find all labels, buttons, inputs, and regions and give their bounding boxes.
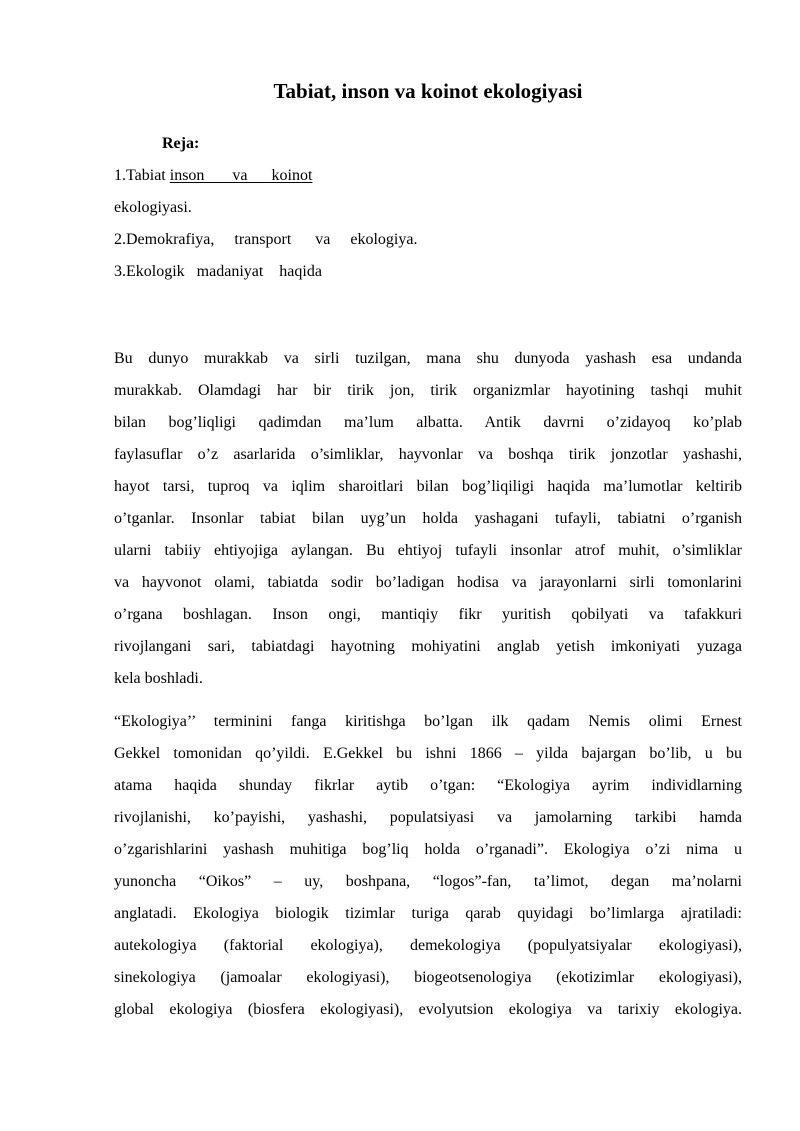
body-text [114,343,742,1037]
paragraph-line: hayot tarsi, tuproq va iqlim sharoitlari bilan bog’liqiligi haqida ma’lumotlar keltirib [114,478,742,495]
paragraph-line: “Ekologiya’’ terminini fanga kiritishga bo’lgan ilk qadam Nemis olimi Ernest [114,713,742,730]
paragraph-line: o’tganlar. Insonlar tabiat bilan uyg’un holda yashagani tufayli, tabiatni o’rganish [114,510,742,527]
paragraph-line: kela boshladi. [114,670,203,687]
paragraph-line: Gekkel tomonidan qo’yildi. E.Gekkel bu ishni 1866 – yilda bajargan bo’lib, u bu [114,745,742,762]
document-title: Tabiat, inson va koinot ekologiyasi [273,79,583,103]
plan-heading: Reja: [162,135,200,152]
paragraph-line: rivojlanishi, ko’payishi, yashashi, populatsiyasi va jamolarning tarkibi hamda [114,809,742,826]
paragraph-line: anglatadi. Ekologiya biologik tizimlar turiga qarab quyidagi bo’limlarga ajratiladi: [114,905,742,922]
paragraph-line: sinekologiya (jamoalar ekologiyasi), biogeotsenologiya (ekotizimlar ekologiyasi), [114,969,742,986]
plan-item-1-underlined: inson va koinot [169,167,313,184]
paragraph-1 [114,343,742,695]
paragraph-line: va hayvonot olami, tabiatda sodir bo’ladigan hodisa va jarayonlarni sirli tomonlarini [114,574,742,591]
plan-item-3: 3.Ekologik madaniyat haqida [114,263,322,280]
paragraph-2 [114,706,742,1026]
plan-item-1-continuation: ekologiyasi. [114,199,192,216]
paragraph-line: o’zgarishlarini yashash muhitiga bog’liq holda o’rganadi”. Ekologiya o’zi nima u [114,841,742,858]
paragraph-line: autekologiya (faktorial ekologiya), demekologiya (populyatsiyalar ekologiyasi), [114,937,742,954]
paragraph-line: bilan bog’liqligi qadimdan ma’lum albatta. Antik davrni o’zidayoq ko’plab [114,414,742,431]
plan-section [114,128,742,288]
paragraph-line: faylasuflar o’z asarlarida o’simliklar, hayvonlar va boshqa tirik jonzotlar yashashi, [114,446,742,463]
paragraph-line: global ekologiya (biosfera ekologiyasi), evolyutsion ekologiya va tarixiy ekologiya. [114,1001,742,1018]
paragraph-line: atama haqida shunday fikrlar aytib o’tgan: “Ekologiya ayrim individlarning [114,777,742,794]
plan-item-2: 2.Demokrafiya, transport va ekologiya. [114,231,418,248]
paragraph-line: ularni tabiiy ehtiyojiga aylangan. Bu ehtiyoj tufayli insonlar atrof muhit, o’simliklar [114,542,742,559]
paragraph-line: murakkab. Olamdagi har bir tirik jon, tirik organizmlar hayotining tashqi muhit [114,382,742,399]
paragraph-line: Bu dunyo murakkab va sirli tuzilgan, mana shu dunyoda yashash esa undanda [114,350,742,367]
paragraph-line: yunoncha “Oikos” – uy, boshpana, “logos”-fan, ta’limot, degan ma’nolarni [114,873,742,890]
plan-item-1-prefix: 1.Tabiat [114,167,170,184]
paragraph-line: o’rgana boshlagan. Inson ongi, mantiqiy fikr yuritish qobilyati va tafakkuri [114,606,742,623]
plan-item-1 [114,160,742,192]
paragraph-line: rivojlangani sari, tabiatdagi hayotning mohiyatini anglab yetish imkoniyati yuzaga [114,638,742,655]
